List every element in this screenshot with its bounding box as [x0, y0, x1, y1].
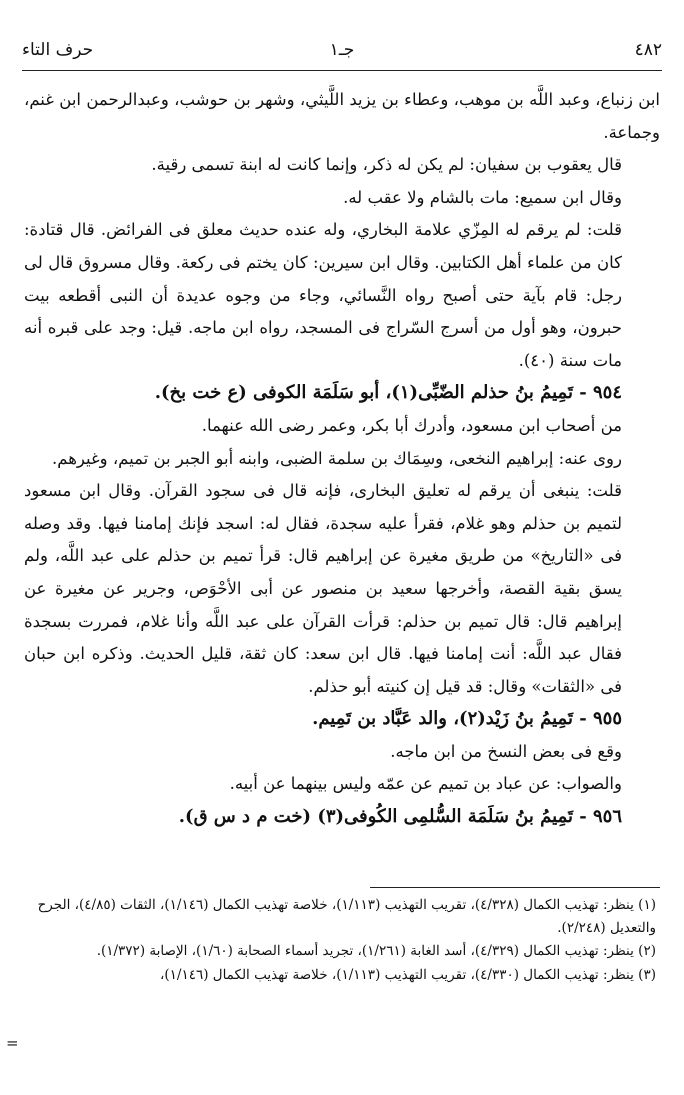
footnote-text: ينظر: تهذيب الكمال (٤/٣٢٨)، تقريب التهذيب (١/١١٣)، خلاصة تهذيب الكمال (١/١٤٦)، الثقات (٤/٨٥)، الجرح والتعديل (٢/٢٤٨). — [37, 897, 656, 936]
paragraph: قلت: ينبغى أن يرقم له تعليق البخارى، فإنه قال فى سجود القرآن. وقال ابن مسعود لتميم بن حذلم وهو غلام، فقرأ عليه سجدة، فقال له: اسجد فإنك إمامنا فيها. وقد وصله فى «التاريخ» من طريق مغيرة عن إبراهيم قال: قرأ تميم بن حذلم على عبد اللَّه، ولم يسق بقية القصة، وأخرجها سعيد بن منصور عن أبى الأحْوَص، وجرير عن مغيرة عن إبراهيم قال: قال تميم بن حذلم: قرأت القرآن على عبد اللَّه وأنا غلام، فمررت بسجدة فقال عبد اللَّه: أنت إمامنا فيها. قال ابن سعد: كان ثقة، قليل الحديث. وذكره ابن حبان فى «الثقات» وقال: قد قيل إن كنيته أبو حذلم. — [24, 481, 622, 696]
entry-heading: ٩٥٤ - تَمِيمُ بنُ حذلم الضّبِّى(١)، أبو سَلَمَة الكوفى (ع خت بخ). — [154, 382, 622, 404]
page-number: ٤٨٢ — [634, 40, 662, 60]
footnote — [24, 964, 656, 987]
footnote-text: ينظر: تهذيب الكمال (٤/٣٣٠)، تقريب التهذيب (١/١١٣)، خلاصة تهذيب الكمال (١/١٤٦)، — [160, 966, 634, 983]
footnote — [24, 894, 656, 939]
volume-label: جـ١ — [329, 40, 355, 60]
footnote-number: (٣) — [638, 966, 656, 983]
footnote-number: (٢) — [638, 943, 656, 959]
paragraph: قال يعقوب بن سفيان: لم يكن له ذكر، وإنما كانت له ابنة تسمى رقية. — [151, 155, 622, 175]
footnotes — [24, 894, 656, 987]
entry-heading: ٩٥٦ - تَمِيمُ بنُ سَلَمَة السُّلمِى الكُوفى(٣) (خت م د س ق). — [178, 806, 622, 828]
section-title: حرف التاء — [22, 40, 94, 60]
paragraph: روى عنه: إبراهيم النخعى، وسِمَاك بن سلمة الضبى، وابنه أبو الجبر بن تميم، وغيرهم. — [51, 448, 622, 468]
paragraph: قلت: لم يرقم له المِزّي علامة البخاري، وله عنده حديث معلق فى الفرائض. قال قتادة: كان من علماء أهل الكتابين. وقال ابن سيرين: كان يختم فى ركعة. وقال مسروق قال لى رجل: قام بآية حتى أصبح رواه النَّسائي، وجاء من وجوه عديدة أن النبى أقطعه بيت حبرون، وهو أول من أسرج السّراج فى المسجد، رواه ابن ماجه. قيل: وجد على قبره أنه مات سنة (٤٠). — [24, 220, 622, 370]
page-header — [22, 40, 662, 68]
paragraph: والصواب: عن عباد بن تميم عن عمّه وليس بينهما عن أبيه. — [229, 774, 622, 794]
header-rule — [22, 70, 662, 71]
footnote-number: (١) — [638, 897, 656, 913]
paragraph: من أصحاب ابن مسعود، وأدرك أبا بكر، وعمر رضى الله عنهما. — [201, 415, 622, 435]
footnote-rule — [370, 887, 660, 888]
paragraph: وقال ابن سميع: مات بالشام ولا عقب له. — [343, 187, 622, 207]
continuation-mark: = — [6, 1034, 19, 1052]
footnote-text: ينظر: تهذيب الكمال (٤/٣٢٩)، أسد الغابة (١/٢٦١)، تجريد أسماء الصحابة (١/٦٠)، الإصابة (١/٣٧٢). — [96, 943, 634, 959]
entry-heading: ٩٥٥ - تَمِيمُ بنُ زَيْد(٢)، والد عَبَّاد بن تَمِيم. — [312, 708, 622, 730]
footnote — [24, 940, 656, 963]
paragraph: وقع فى بعض النسخ من ابن ماجه. — [390, 741, 622, 761]
paragraph: ابن زنباع، وعبد اللَّه بن موهب، وعطاء بن يزيد اللَّيثي، وشهر بن حوشب، وعبدالرحمن ابن غنم، وجماعة. — [24, 90, 660, 142]
main-text — [24, 84, 660, 834]
